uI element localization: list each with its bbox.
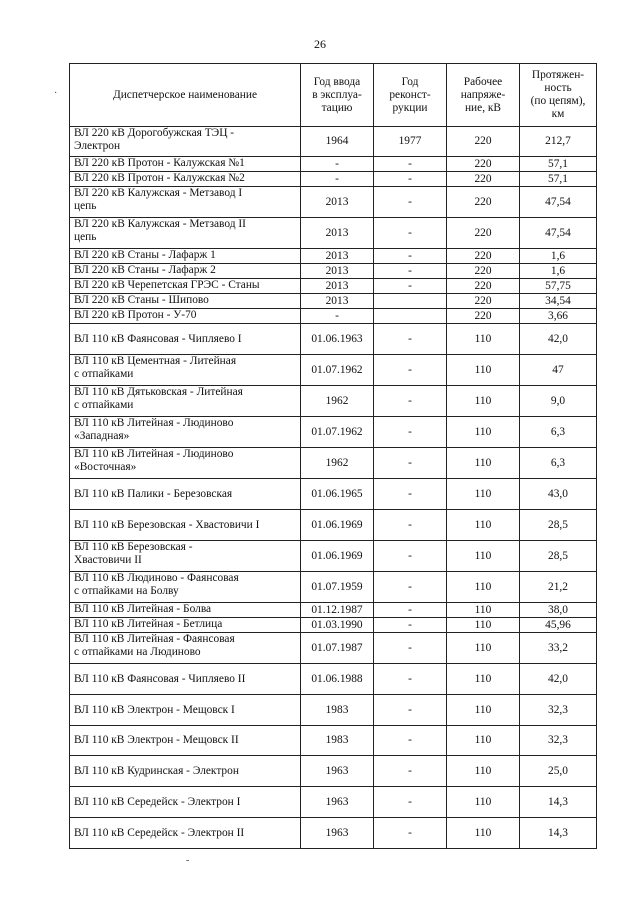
table-row	[70, 633, 597, 664]
line-name-text: ВЛ 110 кВ Литейная - Людиново	[74, 417, 234, 429]
length-cell: 45,96	[520, 618, 597, 633]
year-rec-cell: -	[374, 664, 447, 695]
margin-mark: ·	[54, 88, 58, 99]
table-body	[70, 127, 597, 849]
year-in-cell: 01.07.1959	[301, 572, 374, 603]
voltage-cell: 110	[447, 695, 520, 726]
voltage-cell: 110	[447, 726, 520, 756]
length-cell: 21,2	[520, 572, 597, 603]
line-name-text: ВЛ 220 кВ Станы - Лафарж 2	[74, 264, 216, 276]
line-name	[70, 309, 301, 324]
line-name	[70, 386, 301, 417]
line-name	[70, 324, 301, 355]
line-name-text: ВЛ 220 кВ Калужская - Метзавод II	[74, 218, 246, 230]
year-in-cell: 01.03.1990	[301, 618, 374, 633]
margin-mark: -	[186, 855, 190, 866]
line-name	[70, 157, 301, 172]
line-name-text: ВЛ 110 кВ Фаянсовая - Чипляево I	[74, 332, 242, 345]
header-line: рукции	[392, 101, 428, 114]
table-row	[70, 218, 597, 249]
line-name-text: ВЛ 110 кВ Литейная - Болва	[74, 603, 212, 615]
length-cell: 9,0	[520, 386, 597, 417]
line-name	[70, 572, 301, 603]
header-line: напряже-	[460, 88, 506, 101]
line-name-text: ВЛ 110 кВ Людиново - Фаянсовая	[74, 572, 239, 584]
year-rec-cell: -	[374, 695, 447, 726]
line-name-text: «Восточная»	[74, 461, 137, 473]
line-name	[70, 187, 301, 218]
voltage-cell: 110	[447, 664, 520, 695]
table-row	[70, 726, 597, 756]
table-row	[70, 279, 597, 294]
line-name	[70, 448, 301, 479]
line-name	[70, 695, 301, 726]
voltage-cell: 110	[447, 355, 520, 386]
year-in-cell: -	[301, 309, 374, 324]
length-cell: 38,0	[520, 603, 597, 618]
line-name	[70, 127, 301, 157]
year-in-cell: 01.06.1988	[301, 664, 374, 695]
table-row	[70, 541, 597, 572]
table-row	[70, 664, 597, 695]
line-name-text: ВЛ 220 кВ Станы - Лафарж 1	[74, 249, 216, 261]
line-name-text: ВЛ 220 кВ Калужская - Метзавод I	[74, 187, 243, 199]
length-cell: 1,6	[520, 264, 597, 279]
line-name	[70, 355, 301, 386]
year-in-cell: 2013	[301, 249, 374, 264]
voltage-cell: 110	[447, 618, 520, 633]
table-row	[70, 249, 597, 264]
year-in-cell: -	[301, 172, 374, 187]
year-in-cell: 01.06.1969	[301, 510, 374, 541]
year-rec-cell: -	[374, 787, 447, 818]
table-row	[70, 756, 597, 787]
line-name-text: ВЛ 220 кВ Протон - Калужская №2	[74, 172, 245, 184]
voltage-cell: 110	[447, 572, 520, 603]
line-name-text: цепь	[74, 200, 97, 212]
year-rec-cell: -	[374, 756, 447, 787]
year-in-cell: 1962	[301, 386, 374, 417]
voltage-cell: 110	[447, 603, 520, 618]
length-cell: 57,1	[520, 172, 597, 187]
year-in-cell: 2013	[301, 294, 374, 309]
voltage-cell: 220	[447, 218, 520, 249]
line-name-text: ВЛ 110 кВ Березовская -	[74, 541, 193, 553]
table-row	[70, 787, 597, 818]
line-name-text: ВЛ 110 кВ Литейная - Людиново	[74, 448, 234, 460]
line-name-text: «Западная»	[74, 430, 130, 442]
length-cell: 42,0	[520, 664, 597, 695]
table-row	[70, 479, 597, 510]
year-rec-cell: -	[374, 572, 447, 603]
voltage-cell: 220	[447, 127, 520, 157]
header-line: Год ввода	[313, 75, 361, 88]
line-name	[70, 279, 301, 294]
line-name-text: с отпайками	[74, 399, 134, 411]
header-line: (по цепям),	[530, 95, 586, 107]
length-cell: 212,7	[520, 127, 597, 157]
line-name	[70, 264, 301, 279]
length-cell: 6,3	[520, 417, 597, 448]
header-length	[520, 64, 597, 127]
line-name-text: ВЛ 220 кВ Дорогобужская ТЭЦ -	[74, 127, 235, 139]
voltage-cell: 220	[447, 187, 520, 218]
year-in-cell: 01.06.1963	[301, 324, 374, 355]
voltage-cell: 110	[447, 633, 520, 664]
voltage-cell: 220	[447, 264, 520, 279]
voltage-cell: 110	[447, 417, 520, 448]
line-name-text: ВЛ 110 кВ Дятьковская - Литейная	[74, 386, 243, 398]
line-name-text: ВЛ 220 кВ Станы - Шипово	[74, 294, 209, 306]
table-row	[70, 448, 597, 479]
year-in-cell: 1962	[301, 448, 374, 479]
table-row	[70, 127, 597, 157]
header-line: Год	[401, 75, 419, 88]
year-rec-cell: -	[374, 386, 447, 417]
year-rec-cell: -	[374, 218, 447, 249]
line-name-text: с отпайками на Людиново	[74, 646, 201, 658]
line-name	[70, 603, 301, 618]
header-name: Диспетчерское наименование	[70, 64, 301, 127]
year-in-cell: 01.07.1962	[301, 417, 374, 448]
line-name	[70, 818, 301, 849]
year-in-cell: 1963	[301, 787, 374, 818]
length-cell: 33,2	[520, 633, 597, 664]
year-rec-cell: -	[374, 172, 447, 187]
length-cell: 57,1	[520, 157, 597, 172]
year-in-cell: -	[301, 157, 374, 172]
header-line: тацию	[321, 101, 353, 114]
year-in-cell: 1963	[301, 756, 374, 787]
line-name-text: с отпайками	[74, 368, 134, 380]
line-name	[70, 510, 301, 541]
year-rec-cell: -	[374, 324, 447, 355]
year-rec-cell: -	[374, 633, 447, 664]
line-name	[70, 541, 301, 572]
line-name	[70, 756, 301, 787]
line-name-text: ВЛ 110 кВ Середейск - Электрон II	[74, 826, 245, 839]
table-row	[70, 324, 597, 355]
year-rec-cell: -	[374, 618, 447, 633]
table-header-row	[70, 64, 597, 127]
voltage-cell: 220	[447, 279, 520, 294]
voltage-cell: 110	[447, 386, 520, 417]
line-name-text: ВЛ 110 кВ Березовская - Хвастовичи I	[74, 518, 260, 531]
voltage-cell: 110	[447, 756, 520, 787]
year-rec-cell: -	[374, 510, 447, 541]
year-in-cell: 1964	[301, 127, 374, 157]
table-row	[70, 386, 597, 417]
year-in-cell: 01.06.1969	[301, 541, 374, 572]
year-rec-cell: -	[374, 726, 447, 756]
length-cell: 32,3	[520, 726, 597, 756]
year-in-cell: 1963	[301, 818, 374, 849]
table-row	[70, 355, 597, 386]
line-name-text: ВЛ 110 кВ Литейная - Бетлица	[74, 618, 223, 630]
year-in-cell: 01.07.1987	[301, 633, 374, 664]
line-name	[70, 249, 301, 264]
length-cell: 14,3	[520, 787, 597, 818]
header-line: реконст-	[389, 88, 431, 101]
year-rec-cell: -	[374, 187, 447, 218]
line-name	[70, 787, 301, 818]
length-cell: 1,6	[520, 249, 597, 264]
year-in-cell: 2013	[301, 264, 374, 279]
line-name-text: ВЛ 110 кВ Фаянсовая - Чипляево II	[74, 672, 246, 685]
table-row	[70, 603, 597, 618]
year-in-cell: 2013	[301, 218, 374, 249]
voltage-cell: 110	[447, 818, 520, 849]
length-cell: 6,3	[520, 448, 597, 479]
voltage-cell: 220	[447, 294, 520, 309]
year-rec-cell: -	[374, 603, 447, 618]
year-rec-cell: -	[374, 249, 447, 264]
length-cell: 47	[520, 355, 597, 386]
line-name-text: ВЛ 110 кВ Середейск - Электрон I	[74, 795, 241, 808]
header-line: ние, кВ	[464, 101, 502, 114]
table-row	[70, 294, 597, 309]
table-row	[70, 264, 597, 279]
voltage-cell: 110	[447, 324, 520, 355]
table-row	[70, 510, 597, 541]
line-name	[70, 417, 301, 448]
year-in-cell: 1983	[301, 726, 374, 756]
line-name-text: ВЛ 110 кВ Палики - Березовская	[74, 487, 233, 500]
voltage-cell: 220	[447, 309, 520, 324]
voltage-cell: 110	[447, 448, 520, 479]
line-name	[70, 479, 301, 510]
length-cell: 25,0	[520, 756, 597, 787]
line-name-text: цепь	[74, 231, 97, 243]
voltage-cell: 220	[447, 249, 520, 264]
line-name-text: ВЛ 220 кВ Черепетская ГРЭС - Станы	[74, 279, 260, 291]
length-cell: 28,5	[520, 541, 597, 572]
year-rec-cell: -	[374, 818, 447, 849]
length-cell: 43,0	[520, 479, 597, 510]
year-rec-cell: 1977	[374, 127, 447, 157]
header-year-in	[301, 64, 374, 127]
length-cell: 32,3	[520, 695, 597, 726]
header-year-rec	[374, 64, 447, 127]
line-name-text: ВЛ 110 кВ Электрон - Мещовск II	[74, 734, 239, 746]
line-name-text: ВЛ 110 кВ Кудринская - Электрон	[74, 764, 239, 777]
table-row	[70, 818, 597, 849]
line-name-text: ВЛ 220 кВ Протон - Калужская №1	[74, 157, 245, 169]
year-rec-cell: -	[374, 479, 447, 510]
header-line: Протяжен-	[531, 69, 585, 81]
voltage-cell: 110	[447, 510, 520, 541]
voltage-cell: 220	[447, 157, 520, 172]
year-in-cell: 01.06.1965	[301, 479, 374, 510]
table-row	[70, 187, 597, 218]
line-name	[70, 633, 301, 664]
line-name-text: ВЛ 110 кВ Литейная - Фаянсовая	[74, 633, 235, 645]
line-name	[70, 664, 301, 695]
year-in-cell: 2013	[301, 279, 374, 294]
year-rec-cell	[374, 309, 447, 324]
year-in-cell: 1983	[301, 695, 374, 726]
table-row	[70, 172, 597, 187]
line-name	[70, 726, 301, 756]
year-rec-cell: -	[374, 279, 447, 294]
line-name-text: Электрон	[74, 140, 121, 152]
line-name	[70, 294, 301, 309]
year-rec-cell: -	[374, 541, 447, 572]
table-row	[70, 572, 597, 603]
length-cell: 57,75	[520, 279, 597, 294]
voltage-cell: 110	[447, 541, 520, 572]
page-number: 26	[314, 37, 326, 51]
year-rec-cell: -	[374, 448, 447, 479]
line-name-text: ВЛ 110 кВ Электрон - Мещовск I	[74, 703, 235, 716]
year-rec-cell: -	[374, 417, 447, 448]
table-row	[70, 417, 597, 448]
table-row	[70, 618, 597, 633]
table-row	[70, 157, 597, 172]
length-cell: 34,54	[520, 294, 597, 309]
length-cell: 3,66	[520, 309, 597, 324]
year-in-cell: 01.07.1962	[301, 355, 374, 386]
header-line: ность	[544, 82, 572, 94]
line-name	[70, 172, 301, 187]
length-cell: 47,54	[520, 187, 597, 218]
table-row	[70, 309, 597, 324]
header-voltage	[447, 64, 520, 127]
voltage-cell: 110	[447, 787, 520, 818]
length-cell: 47,54	[520, 218, 597, 249]
length-cell: 28,5	[520, 510, 597, 541]
table-row	[70, 695, 597, 726]
line-name-text: с отпайками на Болву	[74, 585, 179, 597]
year-rec-cell: -	[374, 157, 447, 172]
length-cell: 14,3	[520, 818, 597, 849]
year-rec-cell: -	[374, 264, 447, 279]
power-lines-table	[69, 63, 597, 849]
year-in-cell: 01.12.1987	[301, 603, 374, 618]
header-line: км	[551, 108, 565, 120]
voltage-cell: 110	[447, 479, 520, 510]
length-cell: 42,0	[520, 324, 597, 355]
line-name-text: ВЛ 220 кВ Протон - У-70	[74, 309, 197, 321]
header-line: Рабочее	[463, 75, 503, 88]
line-name	[70, 218, 301, 249]
line-name-text: Хвастовичи II	[74, 554, 142, 566]
year-rec-cell	[374, 294, 447, 309]
year-rec-cell: -	[374, 355, 447, 386]
voltage-cell: 220	[447, 172, 520, 187]
line-name-text: ВЛ 110 кВ Цементная - Литейная	[74, 355, 237, 367]
line-name	[70, 618, 301, 633]
header-line: в эксплуа-	[312, 88, 362, 101]
year-in-cell: 2013	[301, 187, 374, 218]
